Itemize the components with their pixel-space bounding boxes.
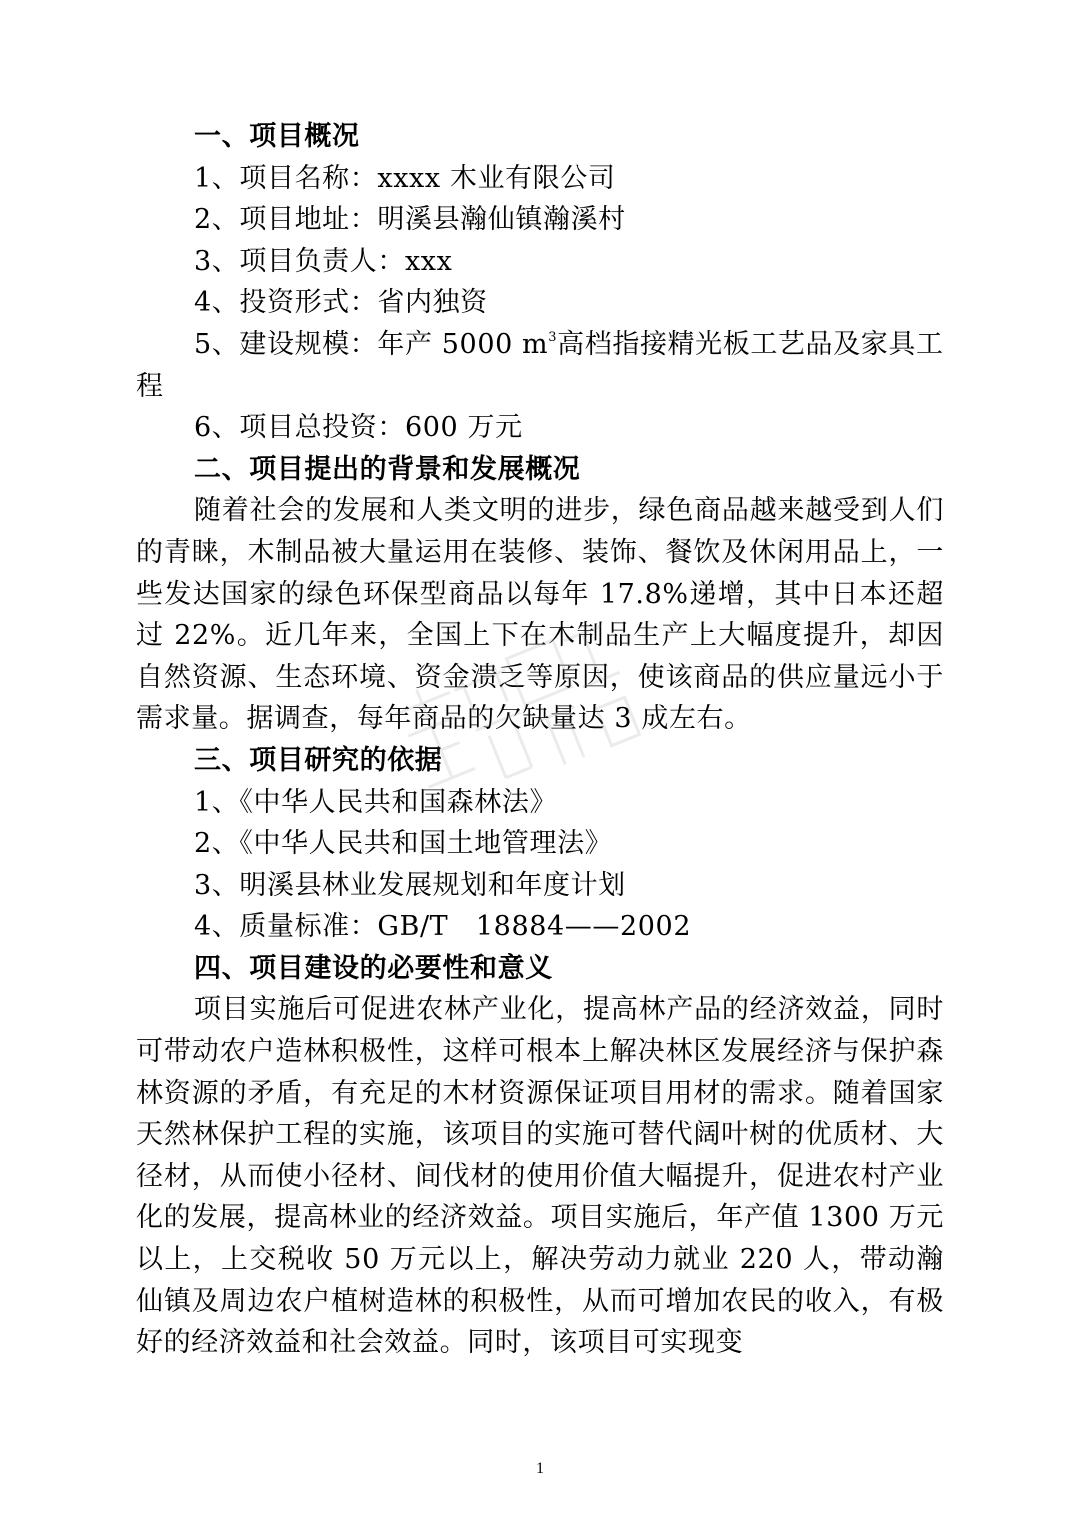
overview-item-address: 2、项目地址：明溪县瀚仙镇瀚溪村 [194, 204, 626, 236]
scale-text-suffix: 高档指接精光板工艺品及家具工 [557, 328, 944, 360]
basis-item-county-plan: 3、明溪县林业发展规划和年度计划 [194, 869, 626, 901]
basis-item-forest-law: 1、《中华人民共和国森林法》 [194, 786, 558, 818]
section-heading-necessity: 四、项目建设的必要性和意义 [194, 952, 553, 984]
page-number: 1 [536, 1460, 544, 1477]
document-body [136, 116, 944, 1364]
section-heading-basis: 三、项目研究的依据 [194, 744, 443, 776]
basis-item-quality-standard: 4、质量标准：GB/T 18884——2002 [194, 911, 692, 943]
overview-item-total-investment: 6、项目总投资：600 万元 [194, 412, 523, 444]
basis-item-land-law: 2、《中华人民共和国土地管理法》 [194, 828, 613, 860]
background-paragraph: 随着社会的发展和人类文明的进步，绿色商品越来越受到人们的青睐，木制品被大量运用在装修、装饰、餐饮及休闲用品上，一些发达国家的绿色环保型商品以每年 17.8%递增，其中日本还超过 22%。近几年来，全国上下在木制品生产上大幅度提升，却因自然资源、生态环境、资金溃乏等原因，使该商品的供应量远小于需求量。据调查，每年商品的欠缺量达 3 成左右。 [136, 495, 944, 735]
scale-text-prefix: 5、建设规模：年产 5000 m [194, 328, 549, 360]
scale-text-continuation: 程 [136, 370, 164, 402]
overview-item-scale [136, 324, 944, 407]
overview-item-name: 1、项目名称：xxxx 木业有限公司 [194, 162, 616, 194]
overview-item-manager: 3、项目负责人：xxx [194, 245, 453, 277]
necessity-paragraph: 项目实施后可促进农林产业化，提高林产品的经济效益，同时可带动农户造林积极性，这样可根本上解决林区发展经济与保护森林资源的矛盾，有充足的木材资源保证项目用材的需求。随着国家天然林保护工程的实施，该项目的实施可替代阔叶树的优质材、大径材，从而使小径材、间伐材的使用价值大幅提升，促进农村产业化的发展，提高林业的经济效益。项目实施后，年产值 1300 万元以上，上交税收 50 万元以上，解决劳动力就业 220 人，带动瀚仙镇及周边农户植树造林的积极性，从而可增加农民的收入，有极好的经济效益和社会效益。同时，该项目可实现变 [136, 994, 944, 1359]
section-heading-background: 二、项目提出的背景和发展概况 [194, 453, 581, 485]
overview-item-investment-form: 4、投资形式：省内独资 [194, 287, 488, 319]
scale-superscript: 3 [548, 329, 558, 345]
section-heading-overview: 一、项目概况 [194, 121, 360, 152]
